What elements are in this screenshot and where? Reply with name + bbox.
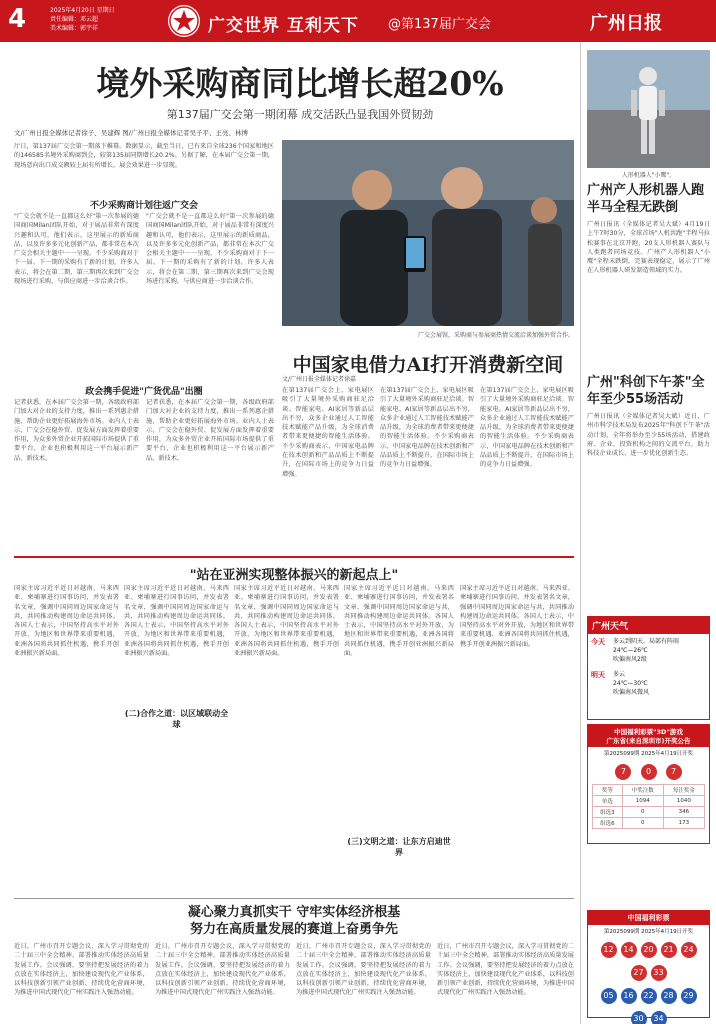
asia-story-col4: 国家主席习近平近日对越南、马来西亚、柬埔寨进行国事访问，并发表署名文章，强调中国同周边国家命运与共，共同推动构建周边命运共同体。各国人士表示，中国坚持高水平对外开放，为地区和世界带来重要机遇，亚洲各国将共同抓住机遇，携手开创亚洲振兴新局面。 [344,585,454,658]
lottery2-period: 第2025099期 2025年4月19日开奖 [603,929,694,935]
lottery-second-box [587,910,710,1023]
appliance-headline: 中国家电借力AI打开消费新空间 [292,354,564,376]
bottom-headline-1: 凝心聚力真抓实干 守牢实体经济根基 [187,905,401,920]
lottery-ball: 24 [681,942,697,958]
main-headline: 境外采购商同比增长超20% [96,64,504,103]
appliance-text-col1: 在第137届广交会上，家电展区吸引了大量境外采购商驻足洽谈。智能家电、AI家居等新品层出不穷，众多企业通过人工智能技术赋能产品升级，为全球消费者带来更便捷的智能生活体验。不少采购商表示，中国家电品牌在技术创新和产品品质上不断提升，在国际市场上的竞争力日益增强。 [282,387,374,478]
appliance-byline: 文/广州日报全媒体记者徐嘉 [282,376,357,383]
asia-story-col3: 国家主席习近平近日对越南、马来西亚、柬埔寨进行国事访问，并发表署名文章，强调中国同周边国家命运与共，共同推动构建周边命运共同体。各国人士表示，中国坚持高水平对外开放，为地区和世界带来重要机遇，亚洲各国将共同抓住机遇，携手开创亚洲振兴新局面。 [234,585,339,658]
banner-meta: 2025年4月20日 星期日 责任编辑：邓云超 美术编辑：郭宇祥 [50,7,115,32]
section-1-text-col1: "广交会就不是一直都这么好"第一次参展的德国商国Milan团队开始，对于展品非常有深度兴趣和认可，他们表示，这里展示的新质商品，以及许多多元化创新产品，都非常在本次广交会相关主题中一一呈现。不少采购商对于下一届、下一期的采购有了新的计划，许多人表示，将会在第二期、第三期再次来到广交会现场进行采购，与供应商进一步洽谈合作。 [14,213,139,286]
appliance-text-col2: 在第137届广交会上，家电展区吸引了大量境外采购商驻足洽谈。智能家电、AI家居等新品层出不穷，众多企业通过人工智能技术赋能产品升级，为全球消费者带来更便捷的智能生活体验。不少采购商表示，中国家电品牌在技术创新和产品品质上不断提升，在国际市场上的竞争力日益增强。 [380,387,474,469]
tea-headline: 广州"科创下午茶"全年至少55场活动 [587,375,705,407]
weather-tomorrow: 明天 多云 24℃—30℃ 吹偏南风微风 [591,671,650,696]
weather-title: 广州天气 [588,617,709,634]
trade-fair-photo [282,140,574,326]
lottery-ball: 29 [681,988,697,1004]
table-row: 组选6 0 173 [593,818,705,829]
asia-story-col1: 国家主席习近平近日对越南、马来西亚、柬埔寨进行国事访问，并发表署名文章，强调中国同周边国家命运与共，共同推动构建周边命运共同体。各国人士表示，中国坚持高水平对外开放，为地区和世界带来重要机遇，亚洲各国将共同抓住机遇，携手开创亚洲振兴新局面。 [14,585,119,658]
asia-story-col5: 国家主席习近平近日对越南、马来西亚、柬埔寨进行国事访问，并发表署名文章，强调中国同周边国家命运与共，共同推动构建周边命运共同体。各国人士表示，中国坚持高水平对外开放，为地区和世界带来重要机遇，亚洲各国将共同抓住机遇，携手开创亚洲振兴新局面。 [460,585,574,648]
lottery-ball: 0 [641,764,657,780]
section-2-text-col1: 记者获悉，在本届广交会第一期，各级政府部门加大对企业的支持力度，推出一系列惠企措施，帮助企业更好拓展海外市场。业内人士表示，广交会在稳外贸、促发展方面发挥着重要作用，为众多外贸企业开拓国际市场提供了重要平台，企业也积极利用这一平台展示新产品、新技术。 [14,399,139,462]
tea-text: 广州日报讯（全媒体记者吴大斌）近日，广州市科学技术局发布2025年"科创下午茶"活动计划，全年将举办至少55场活动，搭建政府、企业、投资机构之间的交流平台，助力科技企业成长，进一步优化创新生态。 [587,413,710,458]
lottery-ball: 34 [651,1011,667,1024]
asia-story-col2: 国家主席习近平近日对越南、马来西亚、柬埔寨进行国事访问，并发表署名文章，强调中国同周边国家命运与共，共同推动构建周边命运共同体。各国人士表示，中国坚持高水平对外开放，为地区和世界带来重要机遇，亚洲各国将共同抓住机遇，携手开创亚洲振兴新局面。 [124,585,229,658]
canton-fair-emblem-icon [168,5,200,37]
lottery-ball: 27 [631,965,647,981]
section-title: 广交世界 互利天下 [208,16,359,36]
divider [14,556,574,558]
lottery-ball: 28 [661,988,677,1004]
robot-caption: 人形机器人"小鹰"。 [621,172,676,179]
weather-today: 今天 多云到阴天，局部有阵雨 24℃—26℃ 吹偏南风2级 [591,638,680,663]
lottery2-numbers [588,937,709,983]
lottery-ball: 14 [621,942,637,958]
robot-text: 广州日报讯（全媒体记者吴大斌）4月19日上午7时30分，全球首场"人机共跑"半程马拉松赛事在北京开跑，20支人形机器人赛队与人类跑者同场竞技。广州产人形机器人"小鹰"全程未跌倒，完赛表现稳定，展示了广州在人形机器人研发制造领域的实力。 [587,221,710,275]
sidebar-divider [580,42,581,1024]
lottery2-extra-numbers [588,983,709,1024]
table-row: 组选3 0 346 [593,807,705,818]
asia-subheading-civilization: (三)文明之道：让东方启迪世界 [347,837,451,857]
photo-caption: 广交会展馆，采购商与参展商热情交流洽谈加强外贸合作。 [417,332,574,339]
lottery2-title: 中国福利彩票 [588,911,709,925]
lottery-ball: 05 [601,988,617,1004]
main-byline: 文/广州日报全媒体记者徐子、吴建辉 图/广州日报全媒体记者吴子平、王亮、林博 [14,129,248,137]
canton-fair-tag: @第137届广交会 [388,17,491,32]
lottery-numbers [588,759,709,782]
table-row: 奖等 中奖注数 每注奖金 [593,785,705,796]
section-1-text-col2: "广交会就不是一直都这么好"第一次参展的德国商国Milan团队开始，对于展品非常有深度兴趣和认可，他们表示，这里展示的新质商品，以及许多多元化创新产品，都非常在本次广交会相关主题中一一呈现。不少采购商对于下一届、下一期的采购有了新的计划，许多人表示，将会在第二期、第三期再次来到广交会现场进行采购，与供应商进一步洽谈合作。 [146,213,274,286]
intro-paragraph: 厅日，第137届广交会第一期落下帷幕。数据显示，截至当日，已有来自全球236个国家和地区的146585名境外采购商到会，较第135届同期增长20.2%。另据了解，在本届广交会第一期，现场意向出口成交额较上届有所增长，展会效果进一步显现。 [14,143,274,169]
bottom-text-col2: 近日，广州市召开专题会议，深入学习贯彻党的二十届三中全会精神，部署推动实体经济高质量发展工作。会议强调，要坚持把发展经济的着力点放在实体经济上，加快建设现代化产业体系，以科技创新引领产业创新，持续优化营商环境，为推进中国式现代化广州实践注入强劲动能。 [155,943,290,997]
lottery-title: 中国福利彩票"3D"游戏 [614,728,683,736]
lottery-ball: 7 [615,764,631,780]
bottom-text-col3: 近日，广州市召开专题会议，深入学习贯彻党的二十届三中全会精神，部署推动实体经济高质量发展工作。会议强调，要坚持把发展经济的着力点放在实体经济上，加快建设现代化产业体系，以科技创新引领产业创新，持续优化营商环境，为推进中国式现代化广州实践注入强劲动能。 [296,943,431,997]
newspaper-logo: 广州日报 [590,13,662,34]
lottery-ball: 21 [661,942,677,958]
section-heading-1: 不少采购商计划往返广交会 [89,201,198,211]
lottery-3d-box [587,724,710,844]
lottery-ball: 12 [601,942,617,958]
bottom-text-col4: 近日，广州市召开专题会议，深入学习贯彻党的二十届三中全会精神，部署推动实体经济高质量发展工作。会议强调，要坚持把发展经济的着力点放在实体经济上，加快建设现代化产业体系，以科技创新引领产业创新，持续优化营商环境，为推进中国式现代化广州实践注入强劲动能。 [437,943,574,997]
asia-story-headline: "站在亚洲实现整体振兴的新起点上" [189,568,399,583]
weather-box [587,616,710,720]
lottery-ball: 7 [666,764,682,780]
lottery-ball: 22 [641,988,657,1004]
lottery-ball: 16 [621,988,637,1004]
robot-headline: 广州产人形机器人跑半马全程无跌倒 [587,183,705,215]
bottom-text-col1: 近日，广州市召开专题会议，深入学习贯彻党的二十届三中全会精神，部署推动实体经济高质量发展工作。会议强调，要坚持把发展经济的着力点放在实体经济上，加快建设现代化产业体系，以科技创新引领产业创新，持续优化营商环境，为推进中国式现代化广州实践注入强劲动能。 [14,943,149,997]
robot-photo [587,50,710,168]
divider [14,898,574,899]
asia-subheading-cooperation: (二)合作之道：以区域联动全球 [124,709,229,729]
page-banner [0,0,716,42]
lottery-prize-table [592,784,705,829]
lottery-period: 第2025099期 2025年4月19日开奖 [603,751,694,757]
bottom-headline-2: 努力在高质量发展的赛道上奋勇争先 [189,922,398,937]
section-2-text-col2: 记者获悉，在本届广交会第一期，各级政府部门加大对企业的支持力度，推出一系列惠企措施，帮助企业更好拓展海外市场。业内人士表示，广交会在稳外贸、促发展方面发挥着重要作用，为众多外贸企业开拓国际市场提供了重要平台，企业也积极利用这一平台展示新产品、新技术。 [146,399,274,462]
main-subhead: 第137届广交会第一期闭幕 成交活跃凸显我国外贸韧劲 [166,108,434,121]
lottery-ball: 33 [651,965,667,981]
table-row: 单选 1094 1040 [593,796,705,807]
lottery-ball: 20 [641,942,657,958]
lottery-ball: 30 [631,1011,647,1024]
page-number: 4 [8,4,27,34]
section-heading-2: 政会携手促进"广货优品"出圈 [85,387,203,397]
lottery-subtitle: 广东省(来自深圳市)开奖公告 [606,737,691,745]
appliance-text-col3: 在第137届广交会上，家电展区吸引了大量境外采购商驻足洽谈。智能家电、AI家居等新品层出不穷，众多企业通过人工智能技术赋能产品升级，为全球消费者带来更便捷的智能生活体验。不少采购商表示，中国家电品牌在技术创新和产品品质上不断提升，在国际市场上的竞争力日益增强。 [480,387,574,469]
